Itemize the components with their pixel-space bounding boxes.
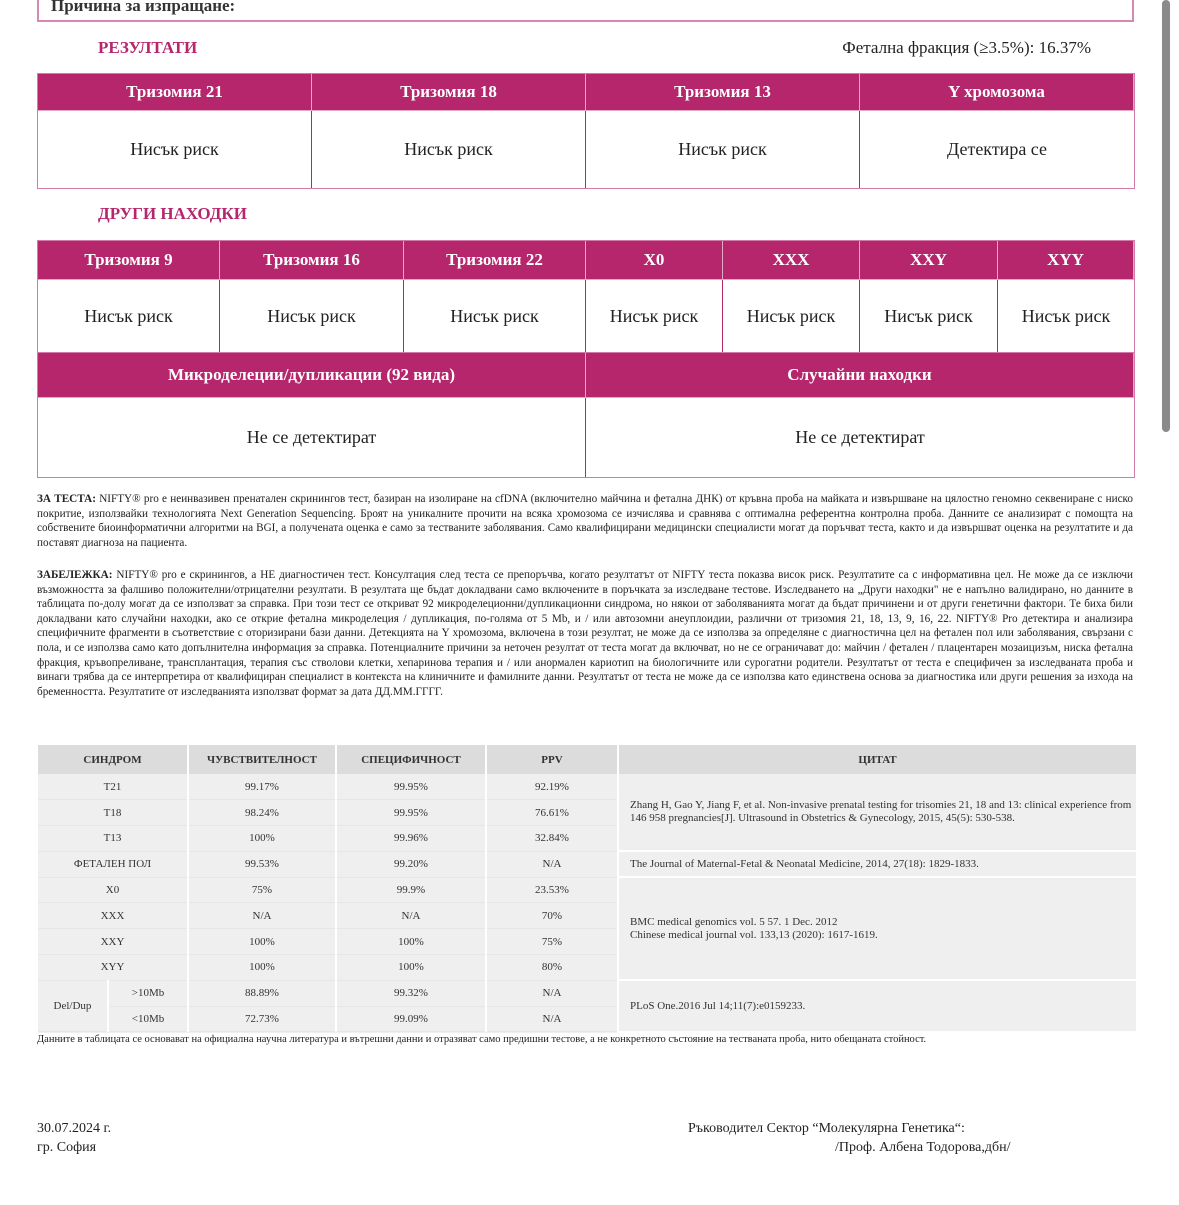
syndrome-name: Del/Dup: [38, 980, 108, 1032]
other-header: Тризомия 16: [220, 241, 404, 280]
fetal-fraction: Фетална фракция (≥3.5%): 16.37%: [842, 38, 1091, 57]
result-value: Детектира се: [860, 111, 1134, 188]
sensitivity-value: 98.24%: [188, 800, 336, 826]
syndrome-name: X0: [38, 877, 188, 903]
col-sensitivity: ЧУВСТВИТЕЛНОСТ: [188, 745, 336, 774]
result-value: Нисък риск: [586, 111, 860, 188]
col-specificity: СПЕЦИФИЧНОСТ: [336, 745, 486, 774]
about-label: ЗА ТЕСТА:: [37, 493, 96, 505]
ppv-value: 76.61%: [486, 800, 618, 826]
result-header: Тризомия 21: [38, 74, 312, 111]
ppv-value: 32.84%: [486, 826, 618, 852]
other-header: Тризомия 9: [38, 241, 220, 280]
other-value: Нисък риск: [586, 280, 723, 352]
specificity-value: 99.32%: [336, 980, 486, 1006]
syndrome-subtype: >10Mb: [108, 980, 188, 1006]
col-ppv: PPV: [486, 745, 618, 774]
about-test-paragraph: [37, 492, 1133, 550]
other-header: Тризомия 22: [404, 241, 586, 280]
specificity-value: 99.95%: [336, 800, 486, 826]
syndrome-name: T13: [38, 826, 188, 852]
col-citation: ЦИТАТ: [618, 745, 1137, 774]
other-value: Нисък риск: [404, 280, 586, 352]
report-city: гр. София: [37, 1140, 97, 1155]
other-value: Нисък риск: [860, 280, 998, 352]
about-text: NIFTY® pro е неинвазивен пренатален скринингов тест, базиран на изолиране на cfDNA (включително майчина и фетална ДНК) от кръвна проба на майката и извършване на цялостно геномно секвениране с ниско покритие, използвайки технологията Next Generation Sequencing. Броят на уникалните прочити на всяка хромозома се изчислява и сравнява с оптимална референтна контролна проба. Данните се анализират с помощта на собствените биоинформатични алгоритми на BGI, а получената оценка е само за тестваните заболявания. Само квалифицирани медицински специалисти могат да поръчват теста, както и да извършват оценка на резултатите и да поставят диагноза на пациента.: [37, 493, 1134, 549]
report-date: 30.07.2024 г.: [37, 1121, 112, 1136]
ppv-value: N/A: [486, 980, 618, 1006]
ppv-value: N/A: [486, 1006, 618, 1032]
specificity-value: N/A: [336, 903, 486, 929]
syndrome-name: XXY: [38, 929, 188, 955]
citation: PLoS One.2016 Jul 14;11(7):e0159233.: [618, 980, 1137, 1032]
specificity-value: 99.20%: [336, 851, 486, 877]
ppv-value: 92.19%: [486, 774, 618, 800]
result-value: Нисък риск: [312, 111, 586, 188]
sensitivity-value: 99.17%: [188, 774, 336, 800]
ppv-value: 70%: [486, 903, 618, 929]
referral-reason: Причина за изпращане:: [37, 0, 1134, 22]
syndrome-name: XXX: [38, 903, 188, 929]
other-value: Нисък риск: [38, 280, 220, 352]
microdeletion-table: [37, 352, 1135, 478]
ppv-value: N/A: [486, 851, 618, 877]
specificity-value: 100%: [336, 955, 486, 981]
syndrome-subtype: <10Mb: [108, 1006, 188, 1032]
signatory-role: Ръководител Сектор “Молекулярна Генетика“:: [688, 1121, 965, 1136]
syndrome-name: T21: [38, 774, 188, 800]
note-text: NIFTY® pro е скринингов, а НЕ диагностичен тест. Консултация след теста се препоръчва, когато резултатът от NIFTY теста показва висок риск. Резултатите са с информативна цел. Не може да се изключи възможността за фалшиво положителни/отрицателни резултати. В резултата ще бъдат докладвани само включените в поръчката за изследване тестове. Изследването на „Други находки" не е напълно валидирано, но данните в таблицата по-долу могат да се използват за справка. При този тест се откриват 92 микроделеционни/дупликационни синдрома, но някои от заболяванията могат да бъдат причинени и от други генетични фактори. Те биха били докладвани като случайни находки, ако се открие фетална микроделеция / дупликация, по-голяма от 5 Mb, и / или автозомни анеуплоидии, различни от тризомия 21, 18, 13, 9, 16, 22. NIFTY® Pro детектира и анализира специфичните фрагменти в съответствие с оторизирани бази данни. Детекцията на Y хромозома, включена в този резултат, не може да се използва за определяне с диагностична цел на фетален пол или заболявания, свързани с пола, и се използва само като допълнителна информация за справка. Потенциалните причини за неточен резултат от теста могат да включват, но не се ограничават до: майчин / фетален / плацентарен мозаицизъм, ниска фетална фракция, кръвопреливане, трансплантация, терапия със стволови клетки, хепаринова терапия и / или анормален кариотип на биологичните или сурогатни родители. Резултатът от теста е специфичен за изследваната проба и винаги трябва да се интерпретира от квалифициран специалист в контекста на клиничните и фамилните данни. Резултатът от теста не може да се използва като единствена основа за диагностика или други решения за изхода на бременността. Резултатите от изследванията използват формат за дата ДД.ММ.ГГГГ.: [37, 569, 1133, 698]
sensitivity-value: 100%: [188, 929, 336, 955]
note-paragraph: [37, 568, 1133, 699]
syndrome-name: ФЕТАЛЕН ПОЛ: [38, 851, 188, 877]
note-label: ЗАБЕЛЕЖКА:: [37, 569, 113, 581]
results-table: [37, 73, 1135, 189]
specificity-value: 99.9%: [336, 877, 486, 903]
table-row: [38, 877, 1137, 903]
other-header: XYY: [998, 241, 1134, 280]
result-header: Тризомия 13: [586, 74, 860, 111]
ppv-value: 75%: [486, 929, 618, 955]
ppv-value: 80%: [486, 955, 618, 981]
signatory-name: /Проф. Албена Тодорова,дбн/: [835, 1140, 1011, 1155]
syndrome-name: T18: [38, 800, 188, 826]
sensitivity-value: 75%: [188, 877, 336, 903]
result-header: Тризомия 18: [312, 74, 586, 111]
scrollbar[interactable]: [1162, 0, 1170, 432]
other-findings-title: ДРУГИ НАХОДКИ: [98, 204, 247, 223]
citation: Zhang H, Gao Y, Jiang F, et al. Non-invasive prenatal testing for trisomies 21, 18 and 13: clinical experience from 146 958 pregnancies[J]. Ultrasound in Obstetrics & Gynecology, 2015, 45(5): 530-538.: [618, 774, 1137, 851]
syndrome-name: XYY: [38, 955, 188, 981]
table-footnote: Данните в таблицата се основават на официална научна литература и вътрешни данни и отразяват само предишни тестове, а не конкретното състояние на тестваната проба, нито обещаната стойност.: [37, 1034, 927, 1045]
sensitivity-value: 100%: [188, 826, 336, 852]
sensitivity-value: 99.53%: [188, 851, 336, 877]
table-row: [38, 980, 1137, 1006]
sensitivity-value: 100%: [188, 955, 336, 981]
results-title: РЕЗУЛТАТИ: [98, 38, 198, 57]
other-header: X0: [586, 241, 723, 280]
other-value: Нисък риск: [998, 280, 1134, 352]
result-header: Y хромозома: [860, 74, 1134, 111]
performance-table: [38, 745, 1138, 1033]
sensitivity-value: N/A: [188, 903, 336, 929]
specificity-value: 100%: [336, 929, 486, 955]
other-header: XXX: [723, 241, 860, 280]
result-value: Нисък риск: [38, 111, 312, 188]
citation: The Journal of Maternal-Fetal & Neonatal Medicine, 2014, 27(18): 1829-1833.: [618, 851, 1137, 877]
col-syndrome: СИНДРОМ: [38, 745, 188, 774]
table-row: [38, 851, 1137, 877]
incidental-header: Случайни находки: [586, 353, 1134, 398]
ppv-value: 23.53%: [486, 877, 618, 903]
citation: BMC medical genomics vol. 5 57. 1 Dec. 2012 Chinese medical journal vol. 133,13 (2020): 1617-1619.: [618, 877, 1137, 980]
other-findings-table: [37, 240, 1135, 353]
specificity-value: 99.09%: [336, 1006, 486, 1032]
other-value: Нисък риск: [220, 280, 404, 352]
sensitivity-value: 88.89%: [188, 980, 336, 1006]
micro-header: Микроделеции/дупликации (92 вида): [38, 353, 586, 398]
table-row: [38, 774, 1137, 800]
other-header: XXY: [860, 241, 998, 280]
micro-value: Не се детектират: [38, 398, 586, 477]
other-value: Нисък риск: [723, 280, 860, 352]
specificity-value: 99.95%: [336, 774, 486, 800]
sensitivity-value: 72.73%: [188, 1006, 336, 1032]
incidental-value: Не се детектират: [586, 398, 1134, 477]
specificity-value: 99.96%: [336, 826, 486, 852]
